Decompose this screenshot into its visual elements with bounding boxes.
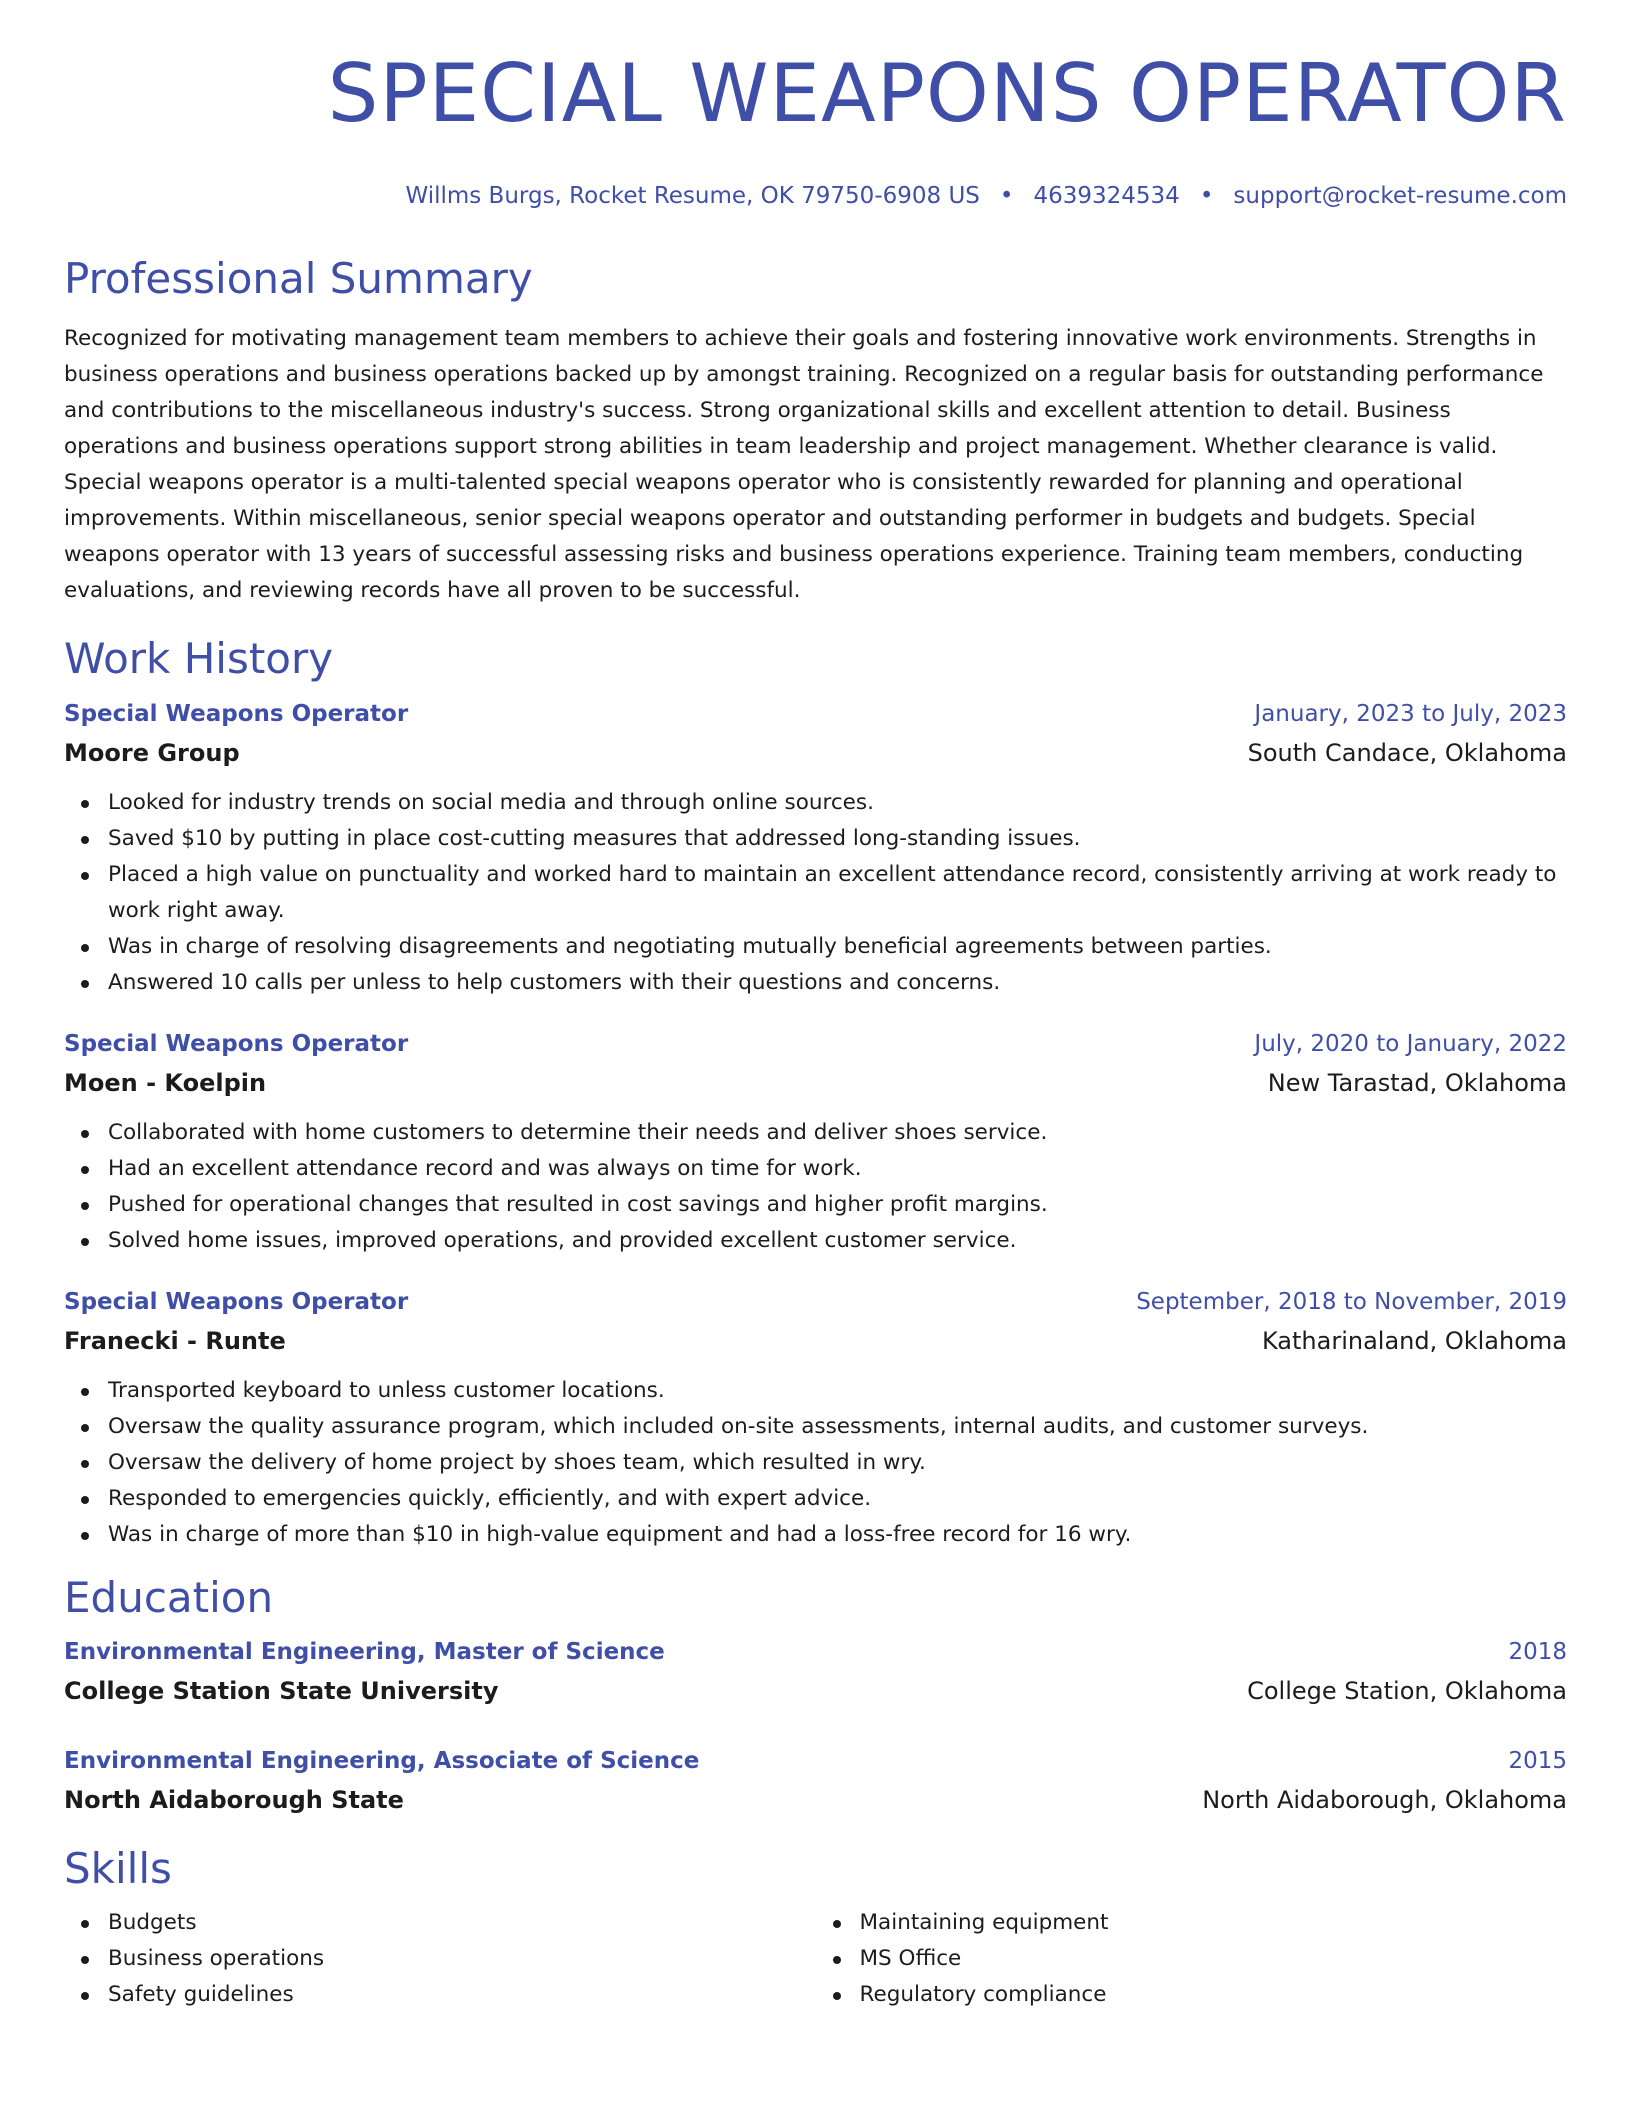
education-entry (64, 1633, 1567, 1711)
contact-address: Willms Burgs, Rocket Resume, OK 79750-6908 US (405, 183, 980, 209)
job-dates: January, 2023 to July, 2023 (1254, 700, 1567, 727)
job-role: Special Weapons Operator (64, 700, 409, 727)
skill-item: MS Office (860, 1941, 1568, 1977)
candidate-name: SPECIAL WEAPONS OPERATOR (327, 47, 1567, 140)
education-degree: Environmental Engineering, Associate of Science (64, 1748, 700, 1775)
education-school: College Station State University (64, 1677, 499, 1706)
education-entry (64, 1742, 1567, 1820)
education-subheader (64, 1780, 1567, 1820)
list-item: Looked for industry trends on social media and through online sources. (108, 785, 1567, 821)
education-location: College Station, Oklahoma (1247, 1677, 1567, 1706)
list-item: Placed a high value on punctuality and worked hard to maintain an excellent attendance record, consistently arriving at work ready to work right away. (108, 857, 1567, 929)
skill-item: Safety guidelines (108, 1977, 816, 2013)
contact-phone[interactable]: 4639324534 (1033, 183, 1180, 209)
skills-list (64, 1905, 1567, 2013)
list-item: Had an excellent attendance record and was always on time for work. (108, 1151, 1567, 1187)
job-role: Special Weapons Operator (64, 1288, 409, 1315)
list-item: Saved $10 by putting in place cost-cutting measures that addressed long-standing issues. (108, 821, 1567, 857)
list-item: Solved home issues, improved operations, and provided excellent customer service. (108, 1223, 1567, 1259)
job-entry (64, 1283, 1567, 1553)
job-header (64, 695, 1567, 733)
job-subheader (64, 1063, 1567, 1103)
education-subheader (64, 1671, 1567, 1711)
job-entry (64, 695, 1567, 1001)
list-item: Collaborated with home customers to determine their needs and deliver shoes service. (108, 1115, 1567, 1151)
job-bullets (64, 1115, 1567, 1259)
education-school: North Aidaborough State (64, 1786, 404, 1815)
skill-item: Maintaining equipment (860, 1905, 1568, 1941)
job-bullets (64, 785, 1567, 1001)
contact-separator: • (1199, 183, 1214, 209)
summary-text: Recognized for motivating management team members to achieve their goals and fostering innovative work environments. Strengths in business operations and business operations backed up by amongst training. Recognized on a regular basis for outstanding performance and contributions to the miscellaneous industry's success. Strong organizational skills and excellent attention to detail. Business operations and business operations support strong abilities in team leadership and project management. Whether clearance is valid. Special weapons operator is a multi-talented special weapons operator who is consistently rewarded for planning and operational improvements. Within miscellaneous, senior special weapons operator and outstanding performer in budgets and budgets. Special weapons operator with 13 years of successful assessing risks and business operations experience. Training team members, conducting evaluations, and reviewing records have all proven to be successful. (64, 326, 1544, 604)
job-bullets (64, 1373, 1567, 1553)
education-degree: Environmental Engineering, Master of Science (64, 1639, 665, 1666)
job-dates: September, 2018 to November, 2019 (1136, 1288, 1567, 1315)
job-header (64, 1025, 1567, 1063)
education-heading: Education (64, 1572, 274, 1622)
skills-column-left (64, 1905, 816, 2013)
job-company: Moen - Koelpin (64, 1068, 267, 1097)
list-item: Pushed for operational changes that resulted in cost savings and higher profit margins. (108, 1187, 1567, 1223)
list-item: Answered 10 calls per unless to help customers with their questions and concerns. (108, 965, 1567, 1001)
resume-page (64, 47, 1567, 2013)
education-year: 2018 (1508, 1639, 1567, 1666)
education-location: North Aidaborough, Oklahoma (1202, 1786, 1567, 1815)
job-header (64, 1283, 1567, 1321)
education-header (64, 1742, 1567, 1780)
list-item: Oversaw the delivery of home project by shoes team, which resulted in wry. (108, 1445, 1567, 1481)
job-subheader (64, 1321, 1567, 1361)
skills-column-right (816, 1905, 1568, 2013)
contact-email[interactable]: support@rocket-resume.com (1233, 183, 1567, 209)
list-item: Oversaw the quality assurance program, which included on-site assessments, internal audits, and customer surveys. (108, 1409, 1567, 1445)
job-role: Special Weapons Operator (64, 1030, 409, 1057)
job-location: New Tarastad, Oklahoma (1267, 1068, 1567, 1097)
list-item: Transported keyboard to unless customer locations. (108, 1373, 1567, 1409)
work-history-heading: Work History (64, 634, 334, 684)
skills-heading: Skills (64, 1844, 172, 1894)
job-company: Moore Group (64, 738, 240, 767)
job-company: Franecki - Runte (64, 1326, 286, 1355)
job-subheader (64, 733, 1567, 773)
job-location: South Candace, Oklahoma (1247, 738, 1567, 767)
skill-item: Business operations (108, 1941, 816, 1977)
contact-separator: • (999, 183, 1014, 209)
list-item: Was in charge of resolving disagreements and negotiating mutually beneficial agreements between parties. (108, 929, 1567, 965)
list-item: Responded to emergencies quickly, efficiently, and with expert advice. (108, 1481, 1567, 1517)
education-header (64, 1633, 1567, 1671)
education-year: 2015 (1508, 1748, 1567, 1775)
list-item: Was in charge of more than $10 in high-value equipment and had a loss-free record for 16 wry. (108, 1517, 1567, 1553)
job-entry (64, 1025, 1567, 1259)
contact-line (64, 183, 1567, 209)
job-location: Katharinaland, Oklahoma (1261, 1326, 1567, 1355)
job-dates: July, 2020 to January, 2022 (1254, 1030, 1567, 1057)
summary-heading: Professional Summary (64, 254, 533, 303)
skill-item: Regulatory compliance (860, 1977, 1568, 2013)
skill-item: Budgets (108, 1905, 816, 1941)
